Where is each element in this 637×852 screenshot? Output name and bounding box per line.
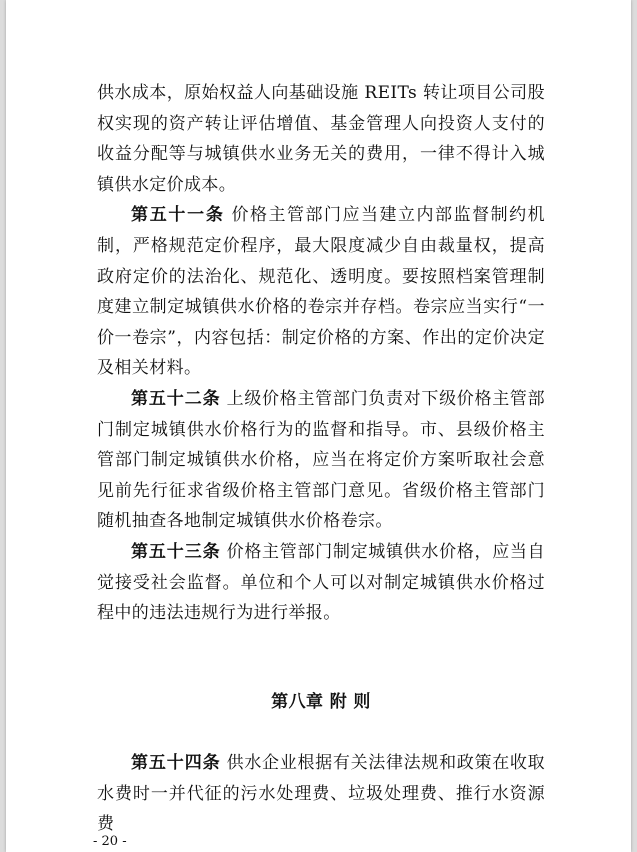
document-page [6, 0, 631, 852]
chapter-body [97, 748, 545, 840]
article-text: 供水企业根据有关法律法规和政策在收取水费时一并代征的污水处理费、垃圾处理费、推行水资源费 [97, 753, 546, 835]
article-51 [97, 200, 545, 384]
article-text: 上级价格主管部门负责对下级价格主管部门制定城镇供水价格行为的监督和指导。市、县级价格主管部门制定城镇供水价格，应当在将定价方案听取社会意见前先行征求省级价格主管部门意见。省级价格主管部门随机抽查各地制定城镇供水价格卷宗。 [97, 388, 546, 532]
article-number: 第五十三条 [131, 541, 221, 562]
article-number: 第五十一条 [131, 205, 225, 226]
article-text: 价格主管部门制定城镇供水价格，应当自觉接受社会监督。单位和个人可以对制定城镇供水价格过程中的违法违规行为进行举报。 [97, 541, 546, 624]
page-content [97, 78, 546, 835]
article-text: 价格主管部门应当建立内部监督制约机制，严格规范定价程序，最大限度减少自由裁量权，提高政府定价的法治化、规范化、透明度。要按照档案管理制度建立制定城镇供水价格的卷宗并存档。卷宗应当实行“一价一卷宗”，内容包括：制定价格的方案、作出的定价决定及相关材料。 [97, 205, 545, 379]
chapter-title: 第八章 附 则 [271, 692, 371, 712]
article-number: 第五十二条 [131, 388, 221, 409]
paragraph-continuation [97, 78, 545, 200]
article-54 [97, 748, 545, 840]
article-number: 第五十四条 [131, 753, 221, 773]
article-53 [97, 537, 545, 629]
paragraph-text: 供水成本，原始权益人向基础设施 REITs 转让项目公司股权实现的资产转让评估增值、基金管理人向投资人支付的收益分配等与城镇供水业务无关的费用，一律不得计入城镇供水定价成本。 [97, 83, 545, 195]
page-number: - 20 - [93, 834, 127, 849]
article-52 [97, 384, 545, 537]
